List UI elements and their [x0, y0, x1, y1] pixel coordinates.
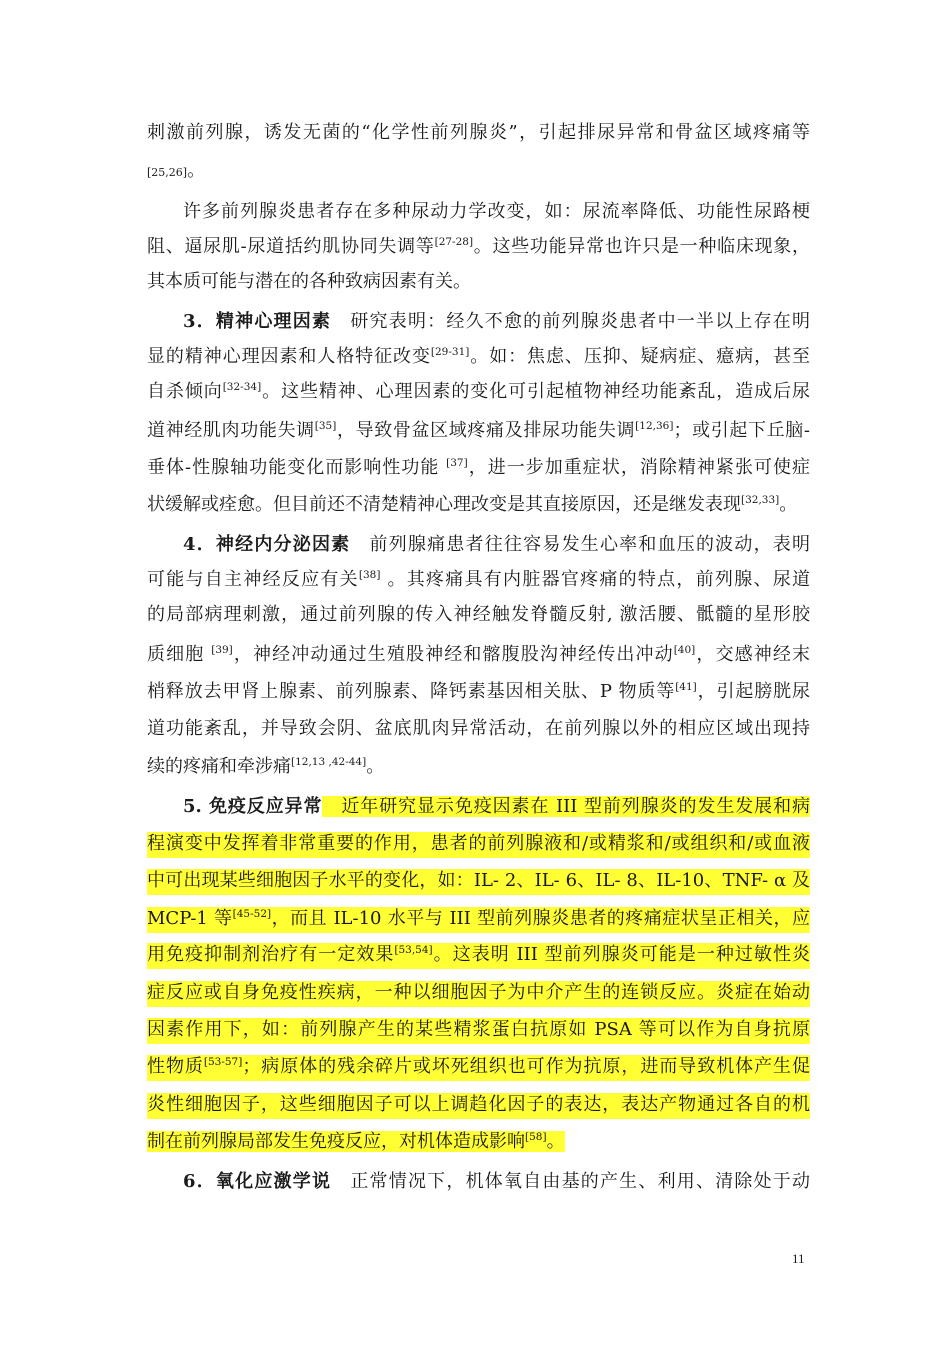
- line-text: 炎性细胞因子，这些细胞因子可以上调趋化因子的表达，表达产物通过各自的机: [147, 1094, 810, 1115]
- citation: [53,54]: [394, 944, 433, 956]
- line-text: 梢释放去甲肾上腺素、前列腺素、降钙素基因相关肽、P 物质等: [147, 681, 676, 702]
- text-line: [147, 680, 810, 706]
- line-text: 用免疫抑制剂治疗有一定效果: [147, 944, 395, 965]
- line-text: 可能与自主神经反应有关: [147, 569, 359, 590]
- section-heading: 6．氧化应激学说: [183, 1171, 332, 1192]
- line-text: 。: [546, 1131, 565, 1152]
- highlighted-text: 近年研究显示免疫因素在 III 型前列腺炎的发生发展和病: [322, 796, 810, 817]
- highlighted-text: [147, 1131, 565, 1152]
- line-text: 刺激前列腺，诱发无菌的“化学性前列腺炎”，引起排尿异常和骨盆区域疼痛等: [147, 122, 810, 143]
- line-text: 。其疼痛具有内脏器官疼痛的特点，前列腺、尿道: [380, 569, 810, 590]
- highlighted-line: [147, 907, 810, 933]
- citation: [35]: [314, 420, 337, 432]
- line-text: ，引起膀胱尿: [696, 681, 810, 702]
- section-heading-line: [183, 795, 810, 821]
- text-line: [147, 345, 810, 371]
- line-text: 许多前列腺炎患者存在多种尿动力学改变，如：尿流率降低、功能性尿路梗: [183, 201, 810, 222]
- line-text: 制在前列腺局部发生免疫反应，对机体造成影响: [147, 1131, 525, 1152]
- line-text: 。如：焦虑、压抑、疑病症、癔病，甚至: [469, 346, 811, 367]
- line-text: 。: [779, 494, 798, 515]
- text-line: [147, 235, 810, 261]
- citation: [39]: [211, 644, 233, 656]
- highlighted-line: [147, 1130, 565, 1156]
- highlighted-line: [147, 1093, 810, 1119]
- line-text: 性物质: [147, 1056, 204, 1077]
- highlighted-line: [147, 943, 810, 969]
- text-line: [147, 568, 810, 594]
- text-line: [147, 755, 810, 781]
- citation: [32-34]: [222, 381, 262, 393]
- section-heading: 5. 免疫反应异常: [183, 796, 323, 817]
- text-line: [147, 270, 810, 296]
- section-heading-line: [183, 1170, 810, 1196]
- citation: [12,36]: [635, 420, 674, 432]
- citation: [45-52]: [232, 908, 272, 920]
- section-heading: 4．神经内分泌因素: [183, 534, 351, 555]
- text-line: [147, 121, 810, 147]
- citation: [53-57]: [203, 1056, 243, 1068]
- text-line: [147, 717, 810, 743]
- text-line: [147, 419, 810, 445]
- line-text: 中可出现某些细胞因子水平的变化，如：IL- 2、IL- 6、IL- 8、IL-10、TNF- α 及: [147, 870, 810, 891]
- line-text: ，神经冲动通过生殖股神经和髂腹股沟神经传出冲动: [232, 644, 674, 665]
- line-text: ，而且 IL-10 水平与 III 型前列腺炎患者的疼痛症状呈正相关，应: [271, 908, 811, 929]
- line-text: ；病原体的残余碎片或坏死组织也可作为抗原，进而导致机体产生促: [242, 1056, 811, 1077]
- line-text: 研究表明：经久不愈的前列腺炎患者中一半以上存在明: [331, 311, 811, 332]
- line-text: 。: [187, 160, 206, 181]
- line-text: 。这些功能异常也许只是一种临床现象，: [473, 236, 810, 257]
- line-text: 。这表明 III 型前列腺炎可能是一种过敏性炎: [432, 944, 810, 965]
- line-text: 续的疼痛和牵涉痛: [147, 756, 291, 777]
- highlighted-line: [147, 1018, 810, 1044]
- line-text: 质细胞: [147, 644, 212, 665]
- page-number: 11: [792, 1251, 805, 1266]
- section-heading-line: [183, 533, 810, 559]
- section-heading-line: [183, 310, 810, 336]
- line-text: ，交感神经末: [695, 644, 810, 665]
- citation: [12,13 ,42-44]: [291, 756, 367, 768]
- line-text: 道功能紊乱，并导致会阴、盆底肌肉异常活动，在前列腺以外的相应区域出现持: [147, 718, 810, 739]
- line-text: 前列腺痛患者往往容易发生心率和血压的波动，表明: [350, 534, 810, 555]
- line-text: 的局部病理刺激，通过前列腺的传入神经触发脊髓反射, 激活腰、骶髓的星形胶: [147, 604, 810, 625]
- line-text: 。这些精神、心理因素的变化可引起植物神经功能紊乱，造成后尿: [261, 381, 810, 402]
- text-line: [147, 493, 810, 519]
- line-text: 自杀倾向: [147, 381, 223, 402]
- line-text: ，进一步加重症状，消除精神紧张可使症: [467, 457, 810, 478]
- citation: [25,26]: [147, 166, 188, 179]
- line-text: 垂体-性腺轴功能变化而影响性功能: [147, 457, 447, 478]
- line-text: ；或引起下丘脑-: [673, 420, 810, 441]
- line-text: 。: [366, 756, 385, 777]
- line-text: 正常情况下，机体氧自由基的产生、利用、清除处于动: [331, 1171, 811, 1192]
- line-text: 显的精神心理因素和人格特征改变: [147, 346, 431, 367]
- text-line: [147, 159, 810, 185]
- line-text: 因素作用下，如：前列腺产生的某些精浆蛋白抗原如 PSA 等可以作为自身抗原: [147, 1019, 810, 1040]
- line-text: 程演变中发挥着非常重要的作用，患者的前列腺液和/或精浆和/或组织和/或血液: [147, 833, 810, 854]
- citation: [27-28]: [434, 236, 474, 248]
- citation: [29-31]: [430, 346, 470, 358]
- text-line: [147, 603, 810, 629]
- citation: [58]: [525, 1131, 547, 1143]
- highlighted-line: [147, 981, 810, 1007]
- line-text: ，导致骨盆区域疼痛及排尿功能失调: [336, 420, 636, 441]
- highlighted-line: [147, 832, 810, 858]
- text-line: [147, 456, 810, 482]
- highlighted-line: [147, 1055, 810, 1081]
- text-line: [147, 643, 810, 669]
- line-text: 阻、逼尿肌-尿道括约肌协同失调等: [147, 236, 435, 257]
- text-line: [183, 200, 810, 226]
- line-text: MCP-1 等: [147, 908, 233, 929]
- line-text: 道神经肌肉功能失调: [147, 420, 315, 441]
- citation: [37]: [446, 457, 468, 469]
- citation: [38]: [358, 569, 381, 581]
- line-text: 症反应或自身免疫性疾病，一种以细胞因子为中介产生的连锁反应。炎症在始动: [147, 982, 810, 1003]
- citation: [32,33]: [741, 494, 780, 506]
- highlighted-line: [147, 869, 810, 895]
- citation: [40]: [673, 644, 696, 656]
- section-heading: 3．精神心理因素: [183, 311, 332, 332]
- text-line: [147, 380, 810, 406]
- line-text: 状缓解或痊愈。但目前还不清楚精神心理改变是其直接原因，还是继发表现: [147, 494, 741, 515]
- citation: [41]: [675, 681, 697, 693]
- line-text: 其本质可能与潜在的各种致病因素有关。: [147, 271, 471, 292]
